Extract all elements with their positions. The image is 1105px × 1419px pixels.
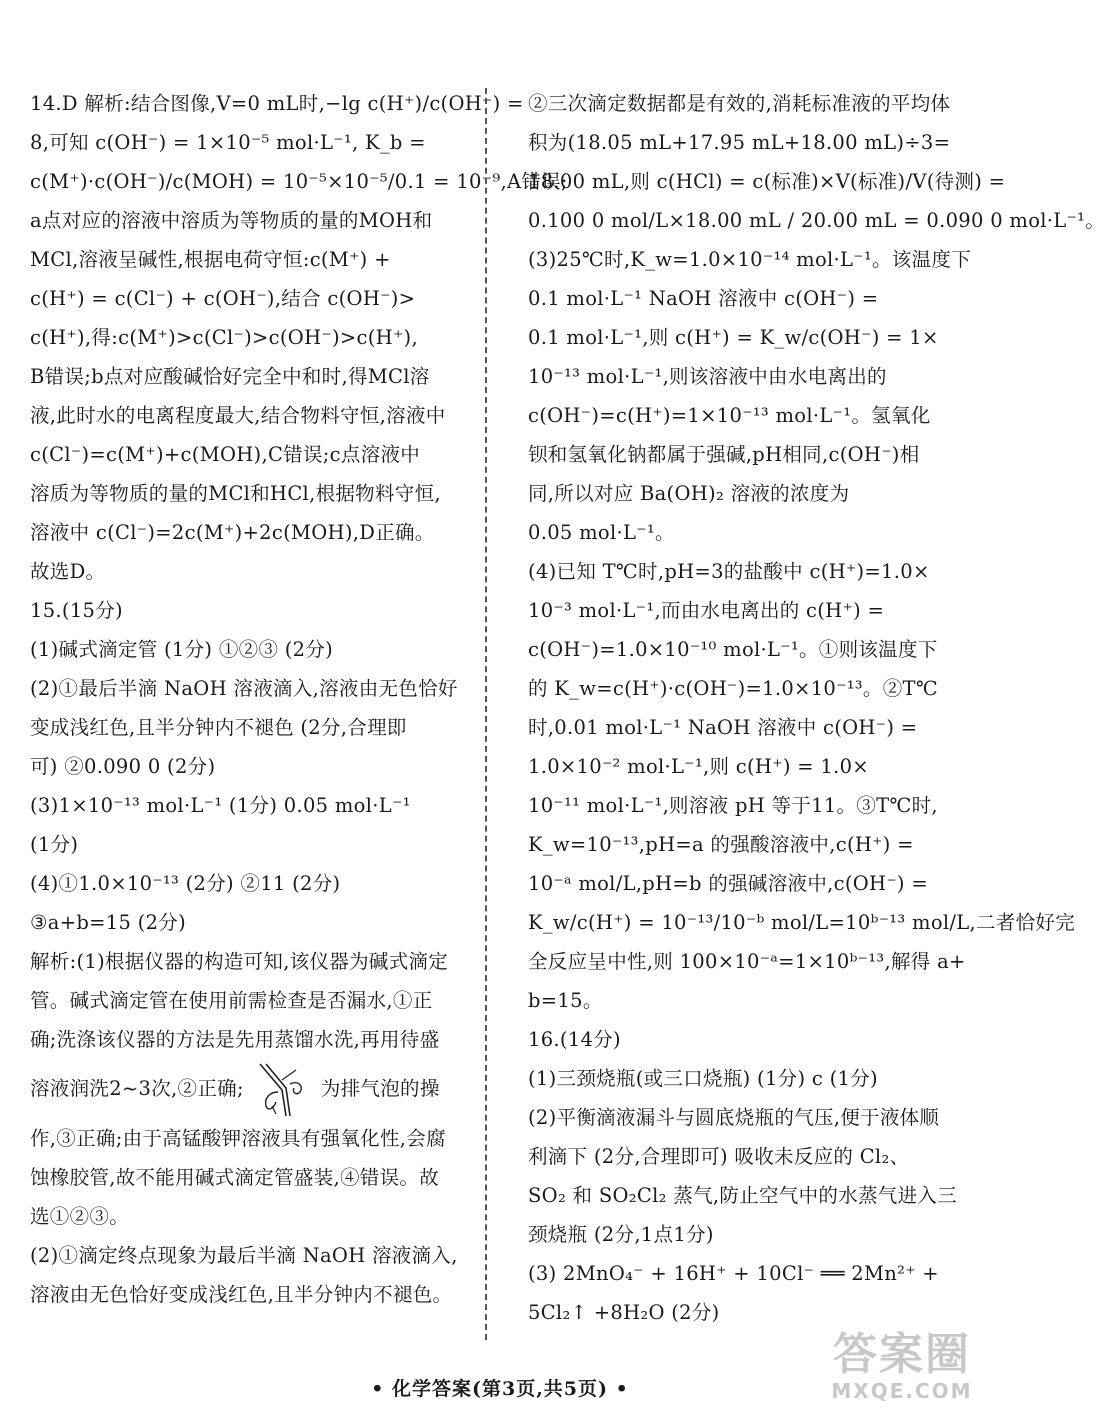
text-line: 0.05 mol·L⁻¹。 [528,521,675,544]
watermark-logo [822,1331,982,1411]
text-line: 14.D 解析:结合图像,V=0 mL时,−lg c(H⁺)/c(OH⁻) = [30,92,524,115]
watermark-top: 答案圈 [833,1329,971,1380]
text-line: b=15。 [528,989,603,1012]
text-line: 全反应呈中性,则 100×10⁻ᵃ=1×10ᵇ⁻¹³,解得 a+ [528,950,966,973]
figure-text-before: 溶液润洗2~3次,②正确; [30,1077,244,1100]
text-line: (2)平衡滴液漏斗与圆底烧瓶的气压,便于液体顺 [528,1106,940,1129]
text-line: 0.100 0 mol/L×18.00 mL / 20.00 mL = 0.090 0 mol·L⁻¹。 [528,209,1105,232]
right-column [528,84,1105,1332]
text-line: c(OH⁻)=1.0×10⁻¹⁰ mol·L⁻¹。①则该温度下 [528,638,938,661]
text-line: (3) 2MnO₄⁻ + 16H⁺ + 10Cl⁻ ══ 2Mn²⁺ + [528,1262,939,1285]
text-line: 5Cl₂↑ +8H₂O (2分) [528,1301,720,1324]
text-line: c(H⁺) = c(Cl⁻) + c(OH⁻),结合 c(OH⁻)> [30,287,416,310]
text-line: (4)已知 T℃时,pH=3的盐酸中 c(H⁺)=1.0× [528,560,930,583]
watermark-bottom: MXQE.COM [831,1379,973,1403]
text-line: 1.0×10⁻² mol·L⁻¹,则 c(H⁺) = 1.0× [528,755,869,778]
text-line: c(M⁺)·c(OH⁻)/c(MOH) = 10⁻⁵×10⁻⁵/0.1 = 10⁻⁹,A错误; [30,170,568,193]
text-line: 颈烧瓶 (2分,1点1分) [528,1223,714,1246]
text-line: (2)①滴定终点现象为最后半滴 NaOH 溶液滴入, [30,1244,458,1267]
text-line: (4)①1.0×10⁻¹³ (2分) ②11 (2分) [30,872,341,895]
text-line: 时,0.01 mol·L⁻¹ NaOH 溶液中 c(OH⁻) = [528,716,918,739]
column-divider [485,88,487,1340]
text-line: (1分) [30,833,79,856]
text-line: (2)①最后半滴 NaOH 溶液滴入,溶液由无色恰好 [30,677,458,700]
burette-icon [252,1062,312,1118]
text-line: B错误;b点对应酸碱恰好完全中和时,得MCl溶 [30,365,430,388]
text-line: 18.00 mL,则 c(HCl) = c(标准)×V(标准)/V(待测) = [528,170,1006,193]
text-line: 作,③正确;由于高锰酸钾溶液具有强氧化性,会腐 [30,1127,446,1150]
text-line: 溶液由无色恰好变成浅红色,且半分钟内不褪色。 [30,1283,453,1306]
text-line: 0.1 mol·L⁻¹ NaOH 溶液中 c(OH⁻) = [528,287,879,310]
text-line: (3)1×10⁻¹³ mol·L⁻¹ (1分) 0.05 mol·L⁻¹ [30,794,411,817]
text-line: 变成浅红色,且半分钟内不褪色 (2分,合理即 [30,716,407,739]
text-line: 蚀橡胶管,故不能用碱式滴定管盛装,④错误。故 [30,1166,439,1189]
text-line: 解析:(1)根据仪器的构造可知,该仪器为碱式滴定 [30,950,449,973]
figure-text-after: 为排气泡的操 [320,1077,440,1100]
text-line: c(Cl⁻)=c(M⁺)+c(MOH),C错误;c点溶液中 [30,443,421,466]
text-line: 10⁻¹³ mol·L⁻¹,则该溶液中由水电离出的 [528,365,887,388]
text-line: 故选D。 [30,560,106,583]
text-line: 10⁻³ mol·L⁻¹,而由水电离出的 c(H⁺) = [528,599,885,622]
figure-line [30,1059,462,1119]
text-line: a点对应的溶液中溶质为等物质的量的MOH和 [30,209,433,232]
text-line: 8,可知 c(OH⁻) = 1×10⁻⁵ mol·L⁻¹, K_b = [30,131,426,154]
text-line: 10⁻ᵃ mol/L,pH=b 的强碱溶液中,c(OH⁻) = [528,872,928,895]
text-line: (1)三颈烧瓶(或三口烧瓶) (1分) c (1分) [528,1067,878,1090]
text-line: 的 K_w=c(H⁺)·c(OH⁻)=1.0×10⁻¹³。②T℃ [528,677,938,700]
text-line: 15.(15分) [30,599,123,622]
text-line: ②三次滴定数据都是有效的,消耗标准液的平均体 [528,92,951,115]
text-line: MCl,溶液呈碱性,根据电荷守恒:c(M⁺) + [30,248,391,271]
page-footer: • 化学答案(第3页,共5页) • [371,1378,629,1400]
text-line: 0.1 mol·L⁻¹,则 c(H⁺) = K_w/c(OH⁻) = 1× [528,326,939,349]
text-line: 管。碱式滴定管在使用前需检查是否漏水,①正 [30,989,433,1012]
text-line: ③a+b=15 (2分) [30,911,187,934]
text-line: 可) ②0.090 0 (2分) [30,755,216,778]
text-line: K_w/c(H⁺) = 10⁻¹³/10⁻ᵇ mol/L=10ᵇ⁻¹³ mol/L,二者恰好完 [528,911,1076,934]
text-line: SO₂ 和 SO₂Cl₂ 蒸气,防止空气中的水蒸气进入三 [528,1184,957,1207]
text-line: 同,所以对应 Ba(OH)₂ 溶液的浓度为 [528,482,850,505]
text-line: K_w=10⁻¹³,pH=a 的强酸溶液中,c(H⁺) = [528,833,914,856]
text-line: 选①②③。 [30,1205,130,1228]
text-line: 确;洗涤该仪器的方法是先用蒸馏水洗,再用待盛 [30,1028,440,1051]
text-line: 溶质为等物质的量的MCl和HCl,根据物料守恒, [30,482,441,505]
text-line: c(OH⁻)=c(H⁺)=1×10⁻¹³ mol·L⁻¹。氢氧化 [528,404,931,427]
text-line: 利滴下 (2分,合理即可) 吸收未反应的 Cl₂、 [528,1145,910,1168]
text-line: (3)25℃时,K_w=1.0×10⁻¹⁴ mol·L⁻¹。该温度下 [528,248,972,271]
text-line: 16.(14分) [528,1028,621,1051]
text-line: 液,此时水的电离程度最大,结合物料守恒,溶液中 [30,404,446,427]
text-line: 钡和氢氧化钠都属于强碱,pH相同,c(OH⁻)相 [528,443,920,466]
left-column [30,84,568,1314]
text-line: 积为(18.05 mL+17.95 mL+18.00 mL)÷3= [528,131,951,154]
text-line: 溶液中 c(Cl⁻)=2c(M⁺)+2c(MOH),D正确。 [30,521,435,544]
burette-bubble-figure [252,1062,312,1118]
text-line: (1)碱式滴定管 (1分) ①②③ (2分) [30,638,334,661]
text-line: 10⁻¹¹ mol·L⁻¹,则溶液 pH 等于11。③T℃时, [528,794,938,817]
text-line: c(H⁺),得:c(M⁺)>c(Cl⁻)>c(OH⁻)>c(H⁺), [30,326,418,349]
